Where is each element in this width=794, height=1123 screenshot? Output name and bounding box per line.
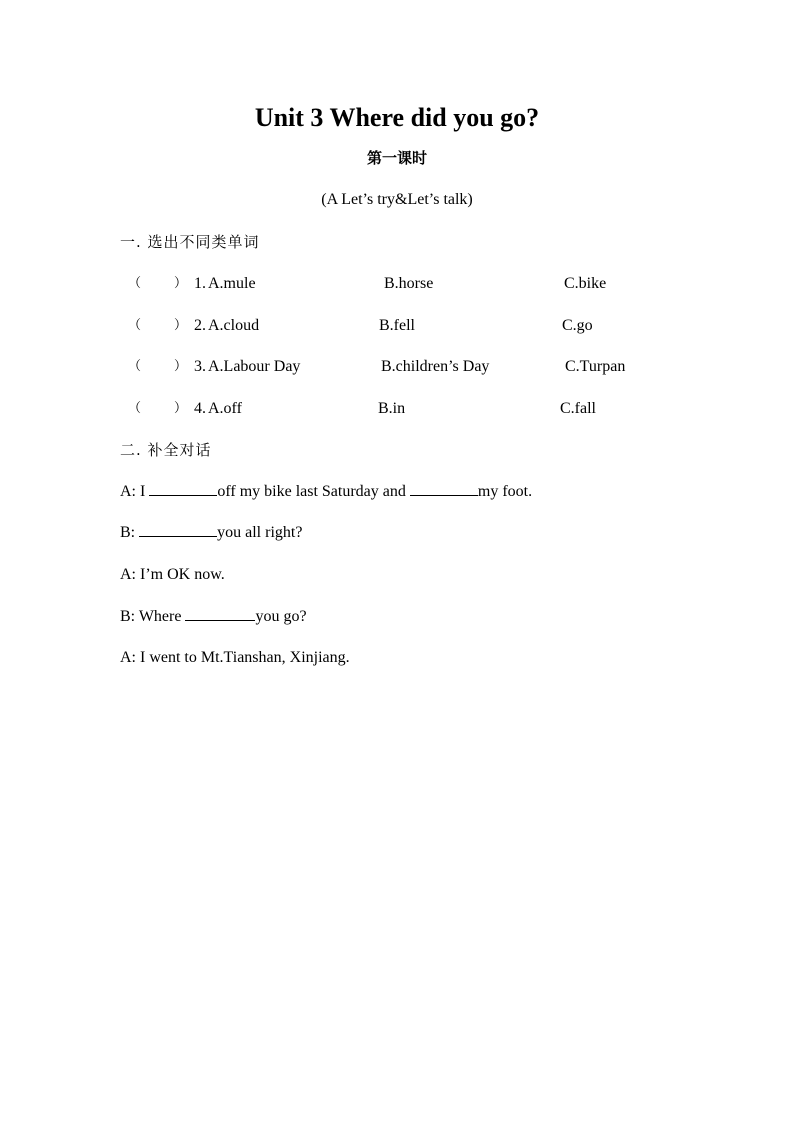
question-row-4 [120,398,680,420]
dialog-line-5 [120,647,350,669]
dialog-line-1 [120,481,532,503]
option-a: A.mule [208,275,256,292]
section1-heading: 一. 选出不同类单词 [120,233,260,251]
option-c: C.fall [560,400,596,417]
question-number: 1. [194,275,206,292]
question-row-3 [120,356,680,378]
dialog-text: you all right? [217,524,303,541]
answer-paren-open: （ [128,401,142,416]
dialog-text: A: I [120,483,150,500]
dialog-text: my foot. [477,483,533,500]
dialog-line-3 [120,564,225,586]
option-c: C.go [562,317,593,334]
answer-blank[interactable] [139,522,217,537]
question-row-1 [120,273,680,295]
question-number: 3. [194,358,206,375]
answer-paren-open: （ [128,276,142,291]
answer-blank[interactable] [185,606,255,621]
question-row-2 [120,315,680,337]
answer-paren-close: ） [174,401,188,416]
answer-paren-close: ） [174,359,188,374]
dialog-text: A: I’m OK now. [120,566,225,583]
option-b: B.fell [379,317,415,334]
option-a: A.off [208,400,242,417]
option-a: A.cloud [208,317,260,334]
dialog-text: B: Where [120,608,186,625]
dialog-line-4 [120,606,307,628]
answer-blank[interactable] [149,481,217,496]
answer-paren-close: ） [174,318,188,333]
option-b: B.children’s Day [381,358,490,375]
option-a: A.Labour Day [208,358,301,375]
dialog-text: A: I went to Mt.Tianshan, Xinjiang. [120,649,350,666]
answer-paren-open: （ [128,359,142,374]
question-number: 4. [194,400,206,417]
option-c: C.Turpan [565,358,626,375]
dialog-text: B: [120,524,140,541]
lesson-label: 第一课时 [366,149,427,167]
page-title: Unit 3 Where did you go? [254,103,540,132]
dialog-text: you go? [255,608,307,625]
option-b: B.in [378,400,406,417]
answer-paren-open: （ [128,318,142,333]
dialog-line-2 [120,522,302,544]
option-c: C.bike [564,275,607,292]
dialog-text: off my bike last Saturday and [217,483,410,500]
option-b: B.horse [384,275,434,292]
answer-paren-close: ） [174,276,188,291]
lesson-scope: (A Let’s try&Let’s talk) [321,191,473,208]
section2-heading: 二. 补全对话 [120,441,212,459]
question-number: 2. [194,317,206,334]
answer-blank[interactable] [410,481,478,496]
